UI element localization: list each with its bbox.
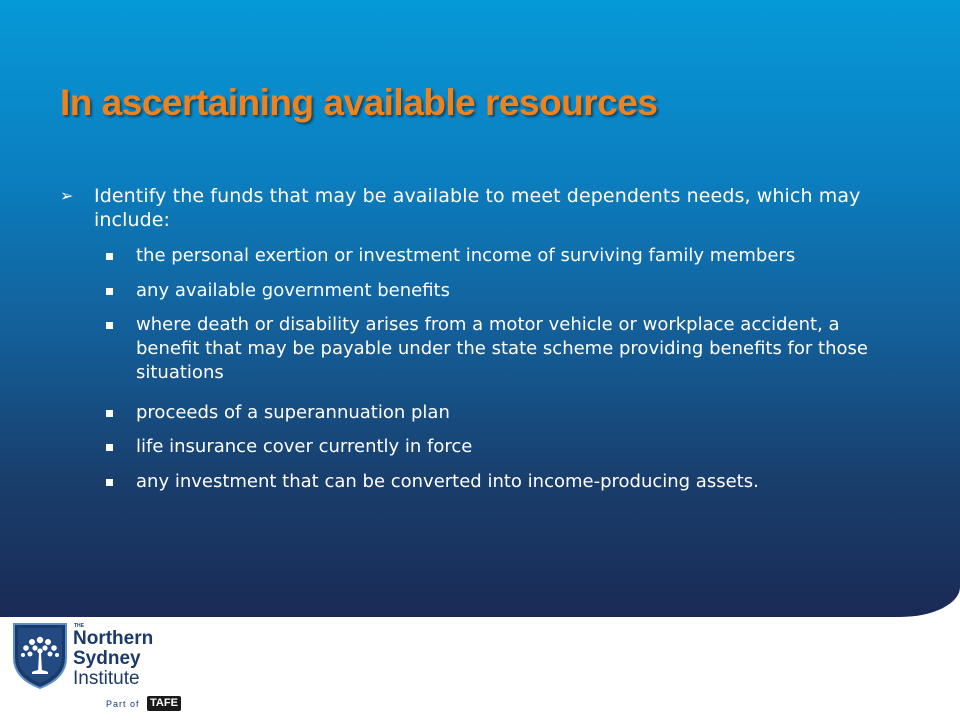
logo-line-northern: Northern	[73, 628, 154, 649]
slide-title: In ascertaining available resources	[60, 82, 658, 123]
square-bullet-icon	[104, 279, 136, 303]
square-bullet-icon	[104, 401, 136, 425]
part-of-label: Part of	[106, 699, 140, 709]
list-item	[104, 435, 904, 459]
square-bullet-icon	[104, 244, 136, 268]
tafe-badge: TAFE	[147, 696, 181, 711]
logo-the-label: THE	[74, 623, 84, 629]
list-item	[104, 313, 904, 385]
logo-line-sydney: Sydney	[73, 648, 141, 669]
list-item	[104, 401, 904, 425]
main-bullet	[60, 184, 880, 232]
list-item-text: the personal exertion or investment income of surviving family members	[136, 245, 796, 266]
list-item-text: life insurance cover currently in force	[136, 436, 473, 457]
list-item-text: any investment that can be converted into income-producing assets.	[136, 471, 759, 492]
list-item	[104, 279, 904, 303]
list-item-text: proceeds of a superannuation plan	[136, 402, 450, 423]
main-bullet-text: Identify the funds that may be available to meet dependents needs, which may include:	[94, 185, 861, 231]
logo-wordmark	[73, 629, 153, 689]
list-item	[104, 470, 904, 494]
square-bullet-icon	[104, 435, 136, 459]
logo-line-institute: Institute	[73, 668, 140, 689]
square-bullet-icon	[104, 313, 136, 385]
tree-crest-icon	[10, 620, 70, 690]
square-bullet-icon	[104, 470, 136, 494]
institute-logo	[10, 620, 210, 715]
list-item-text: where death or disability arises from a motor vehicle or workplace accident, a benefit that may be payable under the state scheme providing benefits for those situations	[136, 314, 868, 383]
arrow-bullet-icon: ➢	[60, 186, 74, 205]
list-item-text: any available government benefits	[136, 280, 450, 301]
list-item	[104, 244, 904, 268]
